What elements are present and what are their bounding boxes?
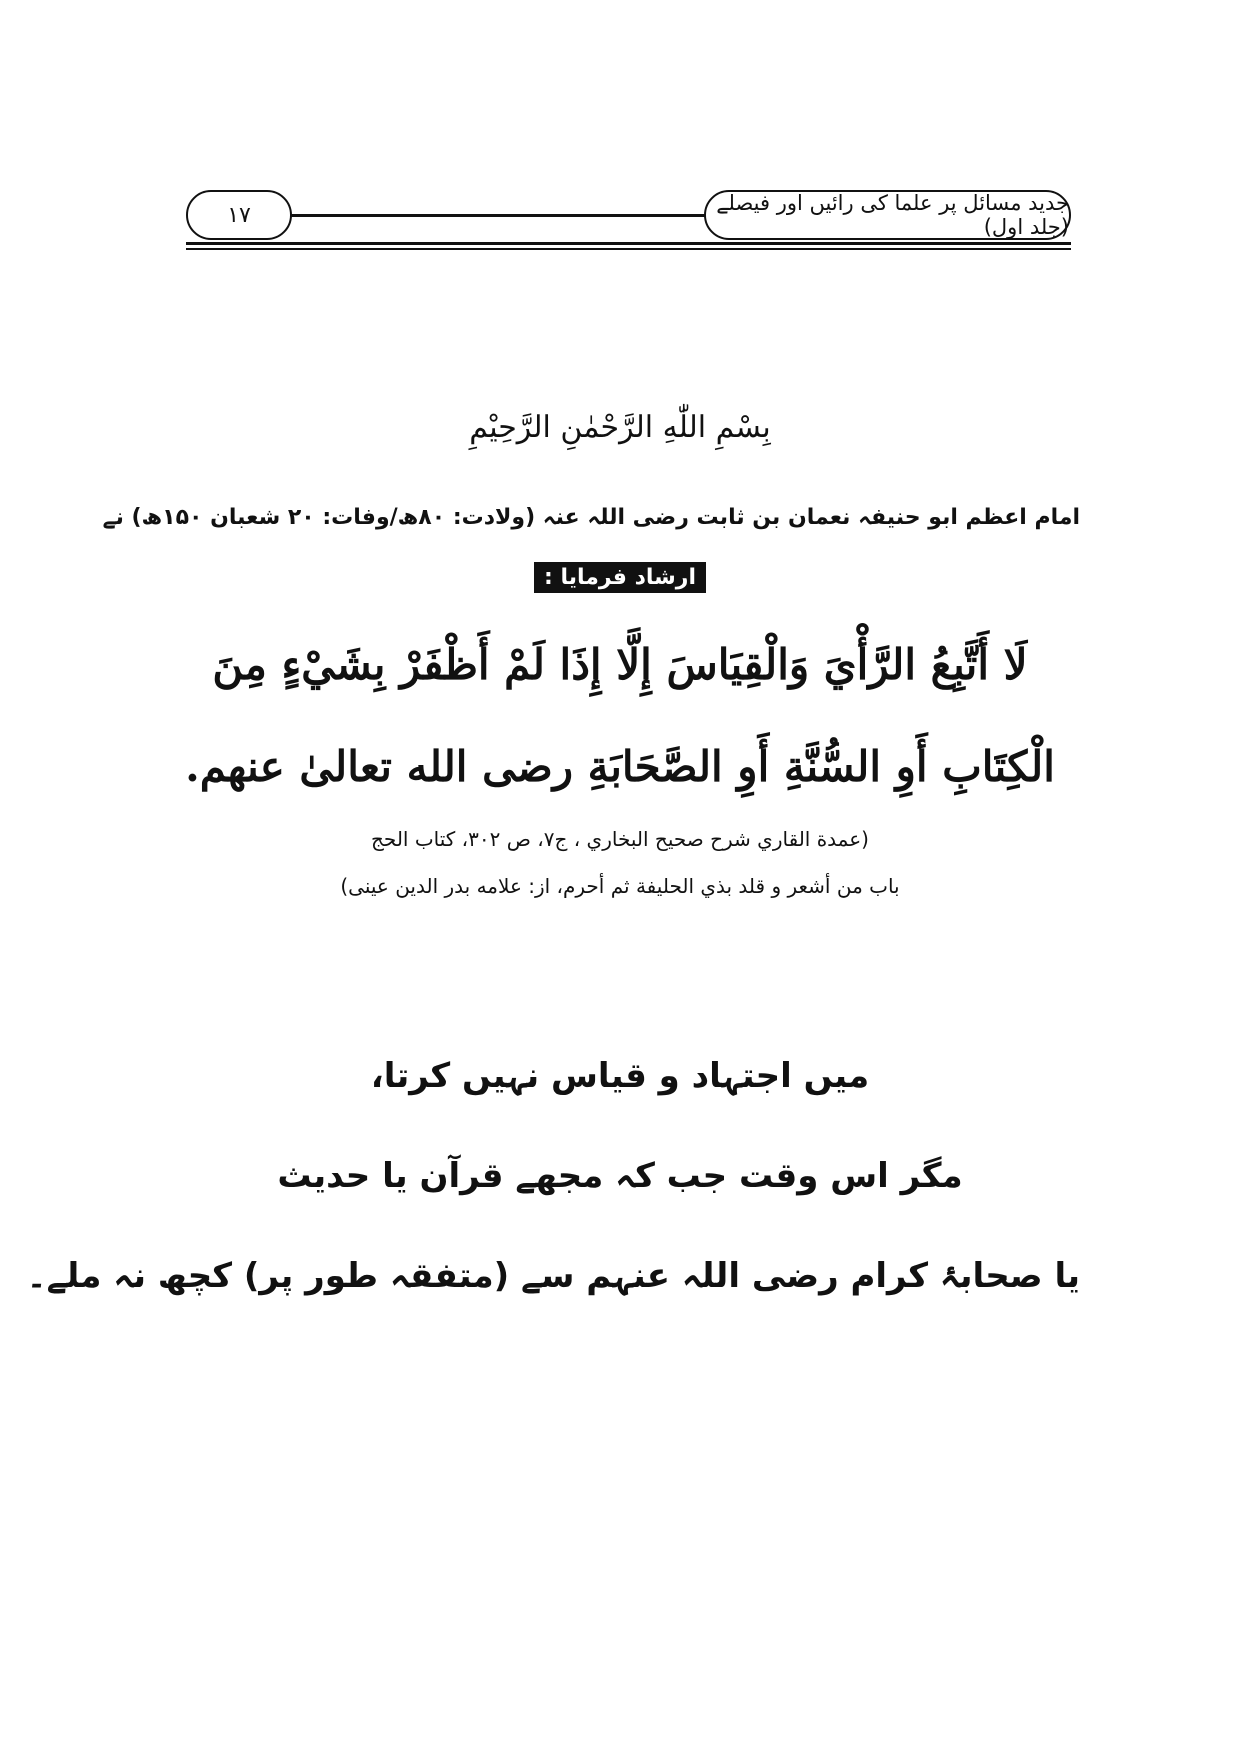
page-number-badge — [186, 190, 292, 240]
header-connector-rule — [290, 214, 706, 217]
reference-line-2: باب من أشعر و قلد بذي الحليفة ثم أحرم، از: علامه بدر الدين عينى) — [340, 874, 900, 898]
label-wrap — [160, 562, 1080, 593]
urdu-translation-line-1: میں اجتہاد و قیاس نہیں کرتا، — [370, 1056, 870, 1096]
book-title: جدید مسائل پر علما کی رائیں اور فیصلے (جلد اول) — [716, 191, 1069, 239]
reference-line-1: (عمدة القاري شرح صحيح البخاري ، ج۷، ص ۳۰۲، كتاب الحج — [371, 827, 869, 851]
bismillah: بِسْمِ اللّٰهِ الرَّحْمٰنِ الرَّحِيْمِ — [469, 410, 771, 445]
book-title-badge — [704, 190, 1071, 240]
irshad-label: ارشاد فرمایا : — [534, 562, 706, 593]
header-rule-thin — [186, 248, 1071, 250]
page-header — [186, 190, 1071, 246]
arabic-quote-line-1: لَا أَتَّبِعُ الرَّأْيَ وَالْقِيَاسَ إِلَّا إِذَا لَمْ أَظْفَرْ بِشَيْءٍ مِنَ — [212, 640, 1028, 689]
header-rule-thick — [186, 242, 1071, 245]
urdu-translation-line-2: مگر اس وقت جب کہ مجھے قرآن یا حدیث — [277, 1156, 963, 1196]
intro-line: امام اعظم ابو حنیفہ نعمان بن ثابت رضی اللہ عنہ (ولادت: ۸۰ھ/وفات: ۲۰ شعبان ۱۵۰ھ) نے — [102, 505, 1080, 530]
arabic-quote-line-2: الْكِتَابِ أَوِ السُّنَّةِ أَوِ الصَّحَابَةِ رضى الله تعالىٰ عنهم. — [185, 742, 1055, 791]
urdu-translation-line-3: یا صحابۂ کرام رضی اللہ عنہم سے (متفقہ طور پر) کچھ نہ ملے۔ — [26, 1256, 1080, 1296]
page-number: ۱۷ — [227, 202, 251, 228]
